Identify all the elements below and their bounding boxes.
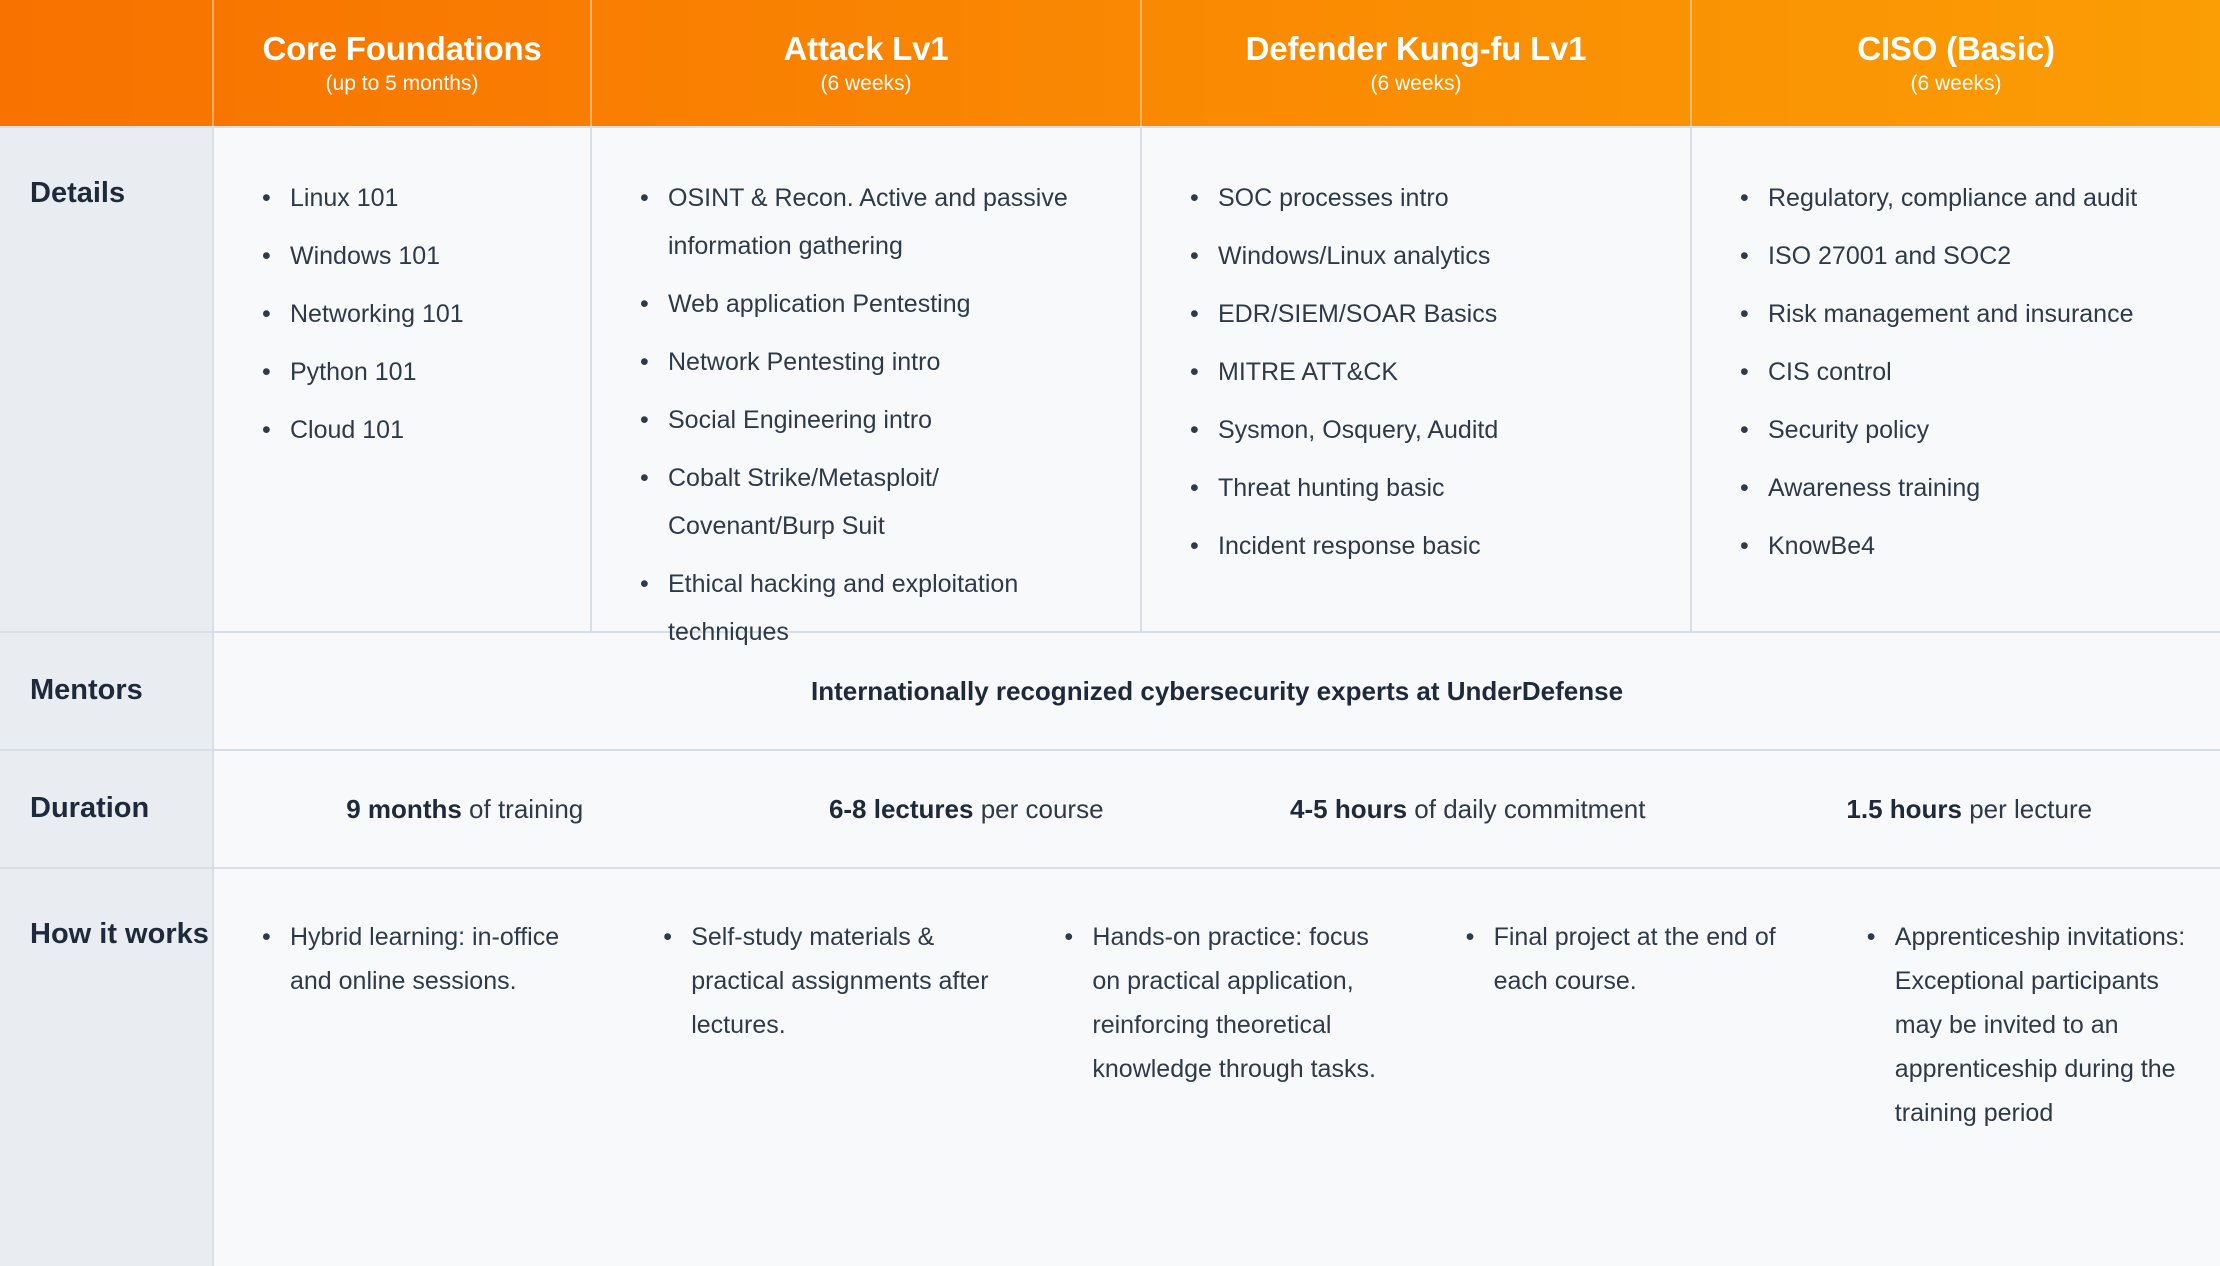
row-how-it-works: [0, 867, 2220, 1266]
list-item: • Ethical hacking and exploitation techniques: [638, 560, 1106, 656]
duration-value-rest: of daily commitment: [1407, 793, 1646, 824]
duration-value-bold: 1.5 hours: [1846, 793, 1962, 824]
row-label-details: Details: [0, 128, 212, 656]
list-item: • Windows 101: [260, 232, 556, 280]
column-title: Defender Kung-fu Lv1: [1245, 29, 1587, 67]
duration-value-rest: per course: [973, 793, 1104, 824]
list-item: • CIS control: [1738, 348, 2186, 396]
list-item: • KnowBe4: [1738, 522, 2186, 570]
header-cell-core-foundations: [212, 0, 590, 126]
list-item: • Python 101: [260, 348, 556, 396]
list-item: • SOC processes intro: [1188, 174, 1656, 222]
list-item: • Incident response basic: [1188, 522, 1656, 570]
duration-value-rest: of training: [461, 793, 584, 824]
column-subtitle: (up to 5 months): [325, 72, 479, 96]
details-list-ciso-basic: [1738, 174, 2186, 570]
list-item: • EDR/SIEM/SOAR Basics: [1188, 290, 1656, 338]
column-subtitle: (6 weeks): [1370, 72, 1462, 96]
how-it-works-item: • Hybrid learning: in-office and online sessions.: [260, 915, 589, 1003]
list-item: • Cloud 101: [260, 406, 556, 454]
row-mentors: [0, 631, 2220, 749]
duration-cell: [212, 751, 2220, 867]
header-cell-attack-lv1: [590, 0, 1140, 126]
list-item: • Awareness training: [1738, 464, 2186, 512]
header-cell-defender-kungfu-lv1: [1140, 0, 1690, 126]
how-it-works-cell: [212, 869, 2220, 1266]
list-item: • Network Pentesting intro: [638, 338, 1106, 386]
details-cell-ciso-basic: [1690, 128, 2220, 656]
row-details: [0, 126, 2220, 646]
duration-value-bold: 6-8 lectures: [828, 793, 974, 824]
column-subtitle: (6 weeks): [1910, 72, 2002, 96]
how-it-works-item: • Apprenticeship invitations: Exceptional participants may be invited to an apprenticeship during the training period: [1865, 915, 2194, 1135]
list-item: • Web application Pentesting: [638, 280, 1106, 328]
column-title: Attack Lv1: [783, 29, 949, 67]
details-list-attack-lv1: [638, 174, 1106, 656]
header-corner-cell: [0, 0, 212, 126]
details-list-core-foundations: [260, 174, 556, 454]
list-item: • Cobalt Strike/Metasploit/ Covenant/Burp Suit: [638, 454, 1106, 550]
header-cell-ciso-basic: [1690, 0, 2220, 126]
duration-value-bold: 9 months: [346, 793, 462, 824]
details-list-defender-kungfu-lv1: [1188, 174, 1656, 570]
list-item: • Networking 101: [260, 290, 556, 338]
list-item: • Linux 101: [260, 174, 556, 222]
row-label-mentors: Mentors: [0, 633, 212, 749]
column-title: CISO (Basic): [1857, 29, 2055, 67]
details-cell-core-foundations: [212, 128, 590, 656]
list-item: • Sysmon, Osquery, Auditd: [1188, 406, 1656, 454]
list-item: • OSINT & Recon. Active and passive information gathering: [638, 174, 1106, 270]
list-item: • ISO 27001 and SOC2: [1738, 232, 2186, 280]
how-it-works-item: • Hands-on practice: focus on practical application, reinforcing theoretical knowledge through tasks.: [1062, 915, 1391, 1091]
duration-item: [1217, 794, 1719, 825]
details-cell-defender-kungfu-lv1: [1140, 128, 1690, 656]
list-item: • Regulatory, compliance and audit: [1738, 174, 2186, 222]
list-item: • Social Engineering intro: [638, 396, 1106, 444]
mentors-text: Internationally recognized cybersecurity experts at UnderDefense: [810, 675, 1624, 706]
details-cell-attack-lv1: [590, 128, 1140, 656]
duration-item: [1719, 794, 2220, 825]
duration-value-rest: per lecture: [1962, 793, 2093, 824]
list-item: • MITRE ATT&CK: [1188, 348, 1656, 396]
column-title: Core Foundations: [262, 29, 542, 67]
list-item: • Windows/Linux analytics: [1188, 232, 1656, 280]
row-duration: [0, 749, 2220, 867]
duration-value-bold: 4-5 hours: [1290, 793, 1408, 824]
row-label-duration: Duration: [0, 751, 212, 867]
duration-item: [716, 794, 1218, 825]
how-it-works-item: • Final project at the end of each course.: [1464, 915, 1793, 1003]
column-subtitle: (6 weeks): [820, 72, 912, 96]
row-label-how-it-works: How it works: [0, 869, 212, 1266]
mentors-cell: [212, 633, 2220, 749]
duration-item: [214, 794, 716, 825]
how-it-works-item: • Self-study materials & practical assignments after lectures.: [661, 915, 990, 1047]
header-row: [0, 0, 2220, 126]
list-item: • Risk management and insurance: [1738, 290, 2186, 338]
list-item: • Security policy: [1738, 406, 2186, 454]
list-item: • Threat hunting basic: [1188, 464, 1656, 512]
